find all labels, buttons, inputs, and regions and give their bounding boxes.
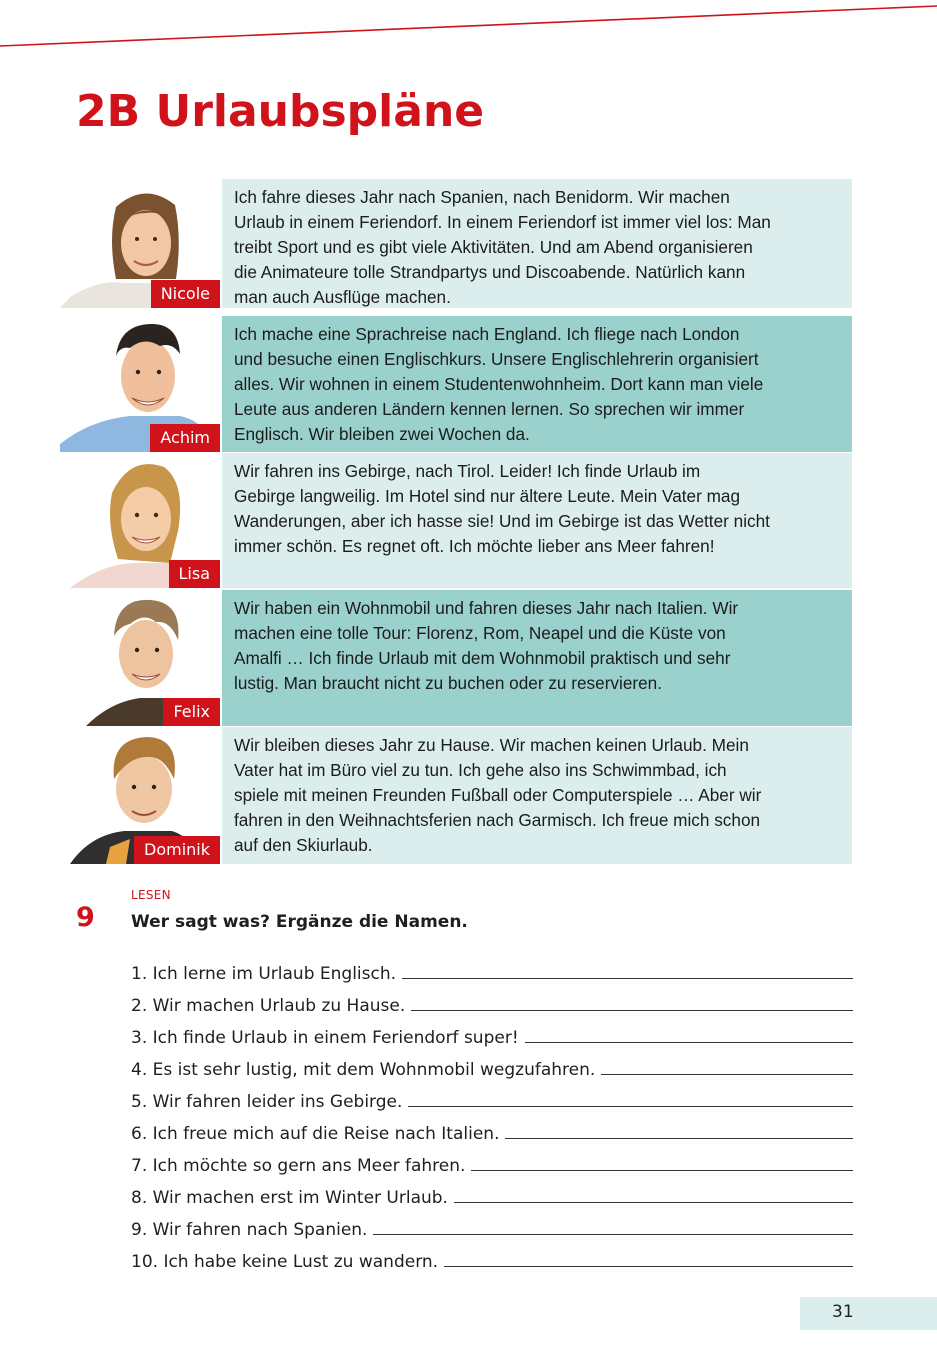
answer-blank[interactable]: [411, 1009, 853, 1011]
answer-blank[interactable]: [402, 977, 853, 979]
exercise-items: [131, 952, 853, 1272]
text-line: Wir fahren ins Gebirge, nach Tirol. Leider! Ich finde Urlaub im: [234, 461, 701, 481]
text-line: machen eine tolle Tour: Florenz, Rom, Neapel und die Küste von: [234, 623, 726, 643]
top-red-rule: [0, 0, 937, 60]
text-line: alles. Wir wohnen in einem Studentenwohnheim. Dort kann man viele: [234, 374, 764, 394]
exercise-item-text: 9. Wir fahren nach Spanien.: [131, 1220, 368, 1240]
text-line: Englisch. Wir bleiben zwei Wochen da.: [234, 424, 530, 444]
text-line: Vater hat im Büro viel zu tun. Ich gehe also ins Schwimmbad, ich: [234, 760, 727, 780]
exercise-item: [131, 1112, 853, 1144]
text-line: Wanderungen, aber ich hasse sie! Und im Gebirge ist das Wetter nicht: [234, 511, 770, 531]
profile-row-achim: [60, 316, 852, 452]
exercise-item-text: 6. Ich freue mich auf die Reise nach Italien.: [131, 1124, 500, 1144]
profile-row-nicole: [60, 179, 852, 308]
exercise-item: [131, 1016, 853, 1048]
exercise-item: [131, 1048, 853, 1080]
text-line: Ich fahre dieses Jahr nach Spanien, nach Benidorm. Wir machen: [234, 187, 730, 207]
text-line: die Animateure tolle Strandpartys und Discoabende. Natürlich kann: [234, 262, 746, 282]
speech-text-felix: [222, 590, 852, 726]
text-line: immer schön. Es regnet oft. Ich möchte lieber ans Meer fahren!: [234, 536, 715, 556]
text-line: und besuche einen Englischkurs. Unsere Englischlehrerin organisiert: [234, 349, 759, 369]
text-line: treibt Sport und es gibt viele Aktivitäten. Und am Abend organisieren: [234, 237, 753, 257]
page-title: 2B Urlaubspläne: [76, 86, 485, 137]
speech-text-achim: [222, 316, 852, 452]
achim-photo: [60, 316, 220, 452]
exercise-item: [131, 952, 853, 984]
text-line: Amalfi … Ich finde Urlaub mit dem Wohnmobil praktisch und sehr: [234, 648, 731, 668]
page-number: 31: [832, 1302, 854, 1322]
answer-blank[interactable]: [525, 1041, 853, 1043]
answer-blank[interactable]: [373, 1233, 853, 1235]
page-number-box: [800, 1297, 937, 1330]
text-line: man auch Ausflüge machen.: [234, 287, 451, 307]
name-tag-lisa: Lisa: [169, 560, 221, 588]
answer-blank[interactable]: [444, 1265, 853, 1267]
exercise-item-text: 1. Ich lerne im Urlaub Englisch.: [131, 964, 397, 984]
nicole-photo: [60, 179, 220, 308]
dominik-photo: [60, 727, 220, 864]
profile-row-dominik: [60, 727, 852, 864]
text-line: Wir haben ein Wohnmobil und fahren dieses Jahr nach Italien. Wir: [234, 598, 739, 618]
answer-blank[interactable]: [471, 1169, 853, 1171]
text-line: Ich mache eine Sprachreise nach England. Ich fliege nach London: [234, 324, 740, 344]
exercise-item: [131, 1208, 853, 1240]
text-line: auf den Skiurlaub.: [234, 835, 373, 855]
exercise-instruction: Wer sagt was? Ergänze die Namen.: [131, 912, 468, 932]
answer-blank[interactable]: [601, 1073, 853, 1075]
exercise-item: [131, 984, 853, 1016]
exercise-item: [131, 1176, 853, 1208]
exercise-item-text: 2. Wir machen Urlaub zu Hause.: [131, 996, 406, 1016]
speech-text-dominik: [222, 727, 852, 864]
name-tag-achim: Achim: [150, 424, 220, 452]
speech-text-nicole: [222, 179, 852, 308]
exercise-item: [131, 1144, 853, 1176]
text-line: Urlaub in einem Feriendorf. In einem Feriendorf ist immer viel los: Man: [234, 212, 771, 232]
exercise-item-text: 7. Ich möchte so gern ans Meer fahren.: [131, 1156, 466, 1176]
profile-row-felix: [60, 590, 852, 726]
exercise-item-text: 10. Ich habe keine Lust zu wandern.: [131, 1252, 439, 1272]
section-label: LESEN: [131, 888, 171, 902]
exercise-number: 9: [76, 902, 95, 933]
name-tag-nicole: Nicole: [151, 280, 220, 308]
text-line: fahren in den Weihnachtsferien nach Garmisch. Ich freue mich schon: [234, 810, 761, 830]
text-line: Wir bleiben dieses Jahr zu Hause. Wir machen keinen Urlaub. Mein: [234, 735, 749, 755]
name-tag-dominik: Dominik: [134, 836, 220, 864]
exercise-item: [131, 1240, 853, 1272]
felix-photo: [60, 590, 220, 726]
text-line: lustig. Man braucht nicht zu buchen oder zu reservieren.: [234, 673, 663, 693]
answer-blank[interactable]: [505, 1137, 853, 1139]
exercise-item-text: 3. Ich finde Urlaub in einem Feriendorf super!: [131, 1028, 519, 1048]
answer-blank[interactable]: [454, 1201, 853, 1203]
speech-text-lisa: [222, 453, 852, 588]
exercise-item: [131, 1080, 853, 1112]
exercise-item-text: 5. Wir fahren leider ins Gebirge.: [131, 1092, 403, 1112]
exercise-item-text: 8. Wir machen erst im Winter Urlaub.: [131, 1188, 448, 1208]
text-line: spiele mit meinen Freunden Fußball oder Computerspiele … Aber wir: [234, 785, 762, 805]
lisa-photo: [60, 453, 220, 588]
answer-blank[interactable]: [408, 1105, 853, 1107]
text-line: Leute aus anderen Ländern kennen lernen. So sprechen wir immer: [234, 399, 745, 419]
profile-row-lisa: [60, 453, 852, 588]
name-tag-felix: Felix: [163, 698, 220, 726]
exercise-item-text: 4. Es ist sehr lustig, mit dem Wohnmobil wegzufahren.: [131, 1060, 596, 1080]
text-line: Gebirge langweilig. Im Hotel sind nur ältere Leute. Mein Vater mag: [234, 486, 741, 506]
